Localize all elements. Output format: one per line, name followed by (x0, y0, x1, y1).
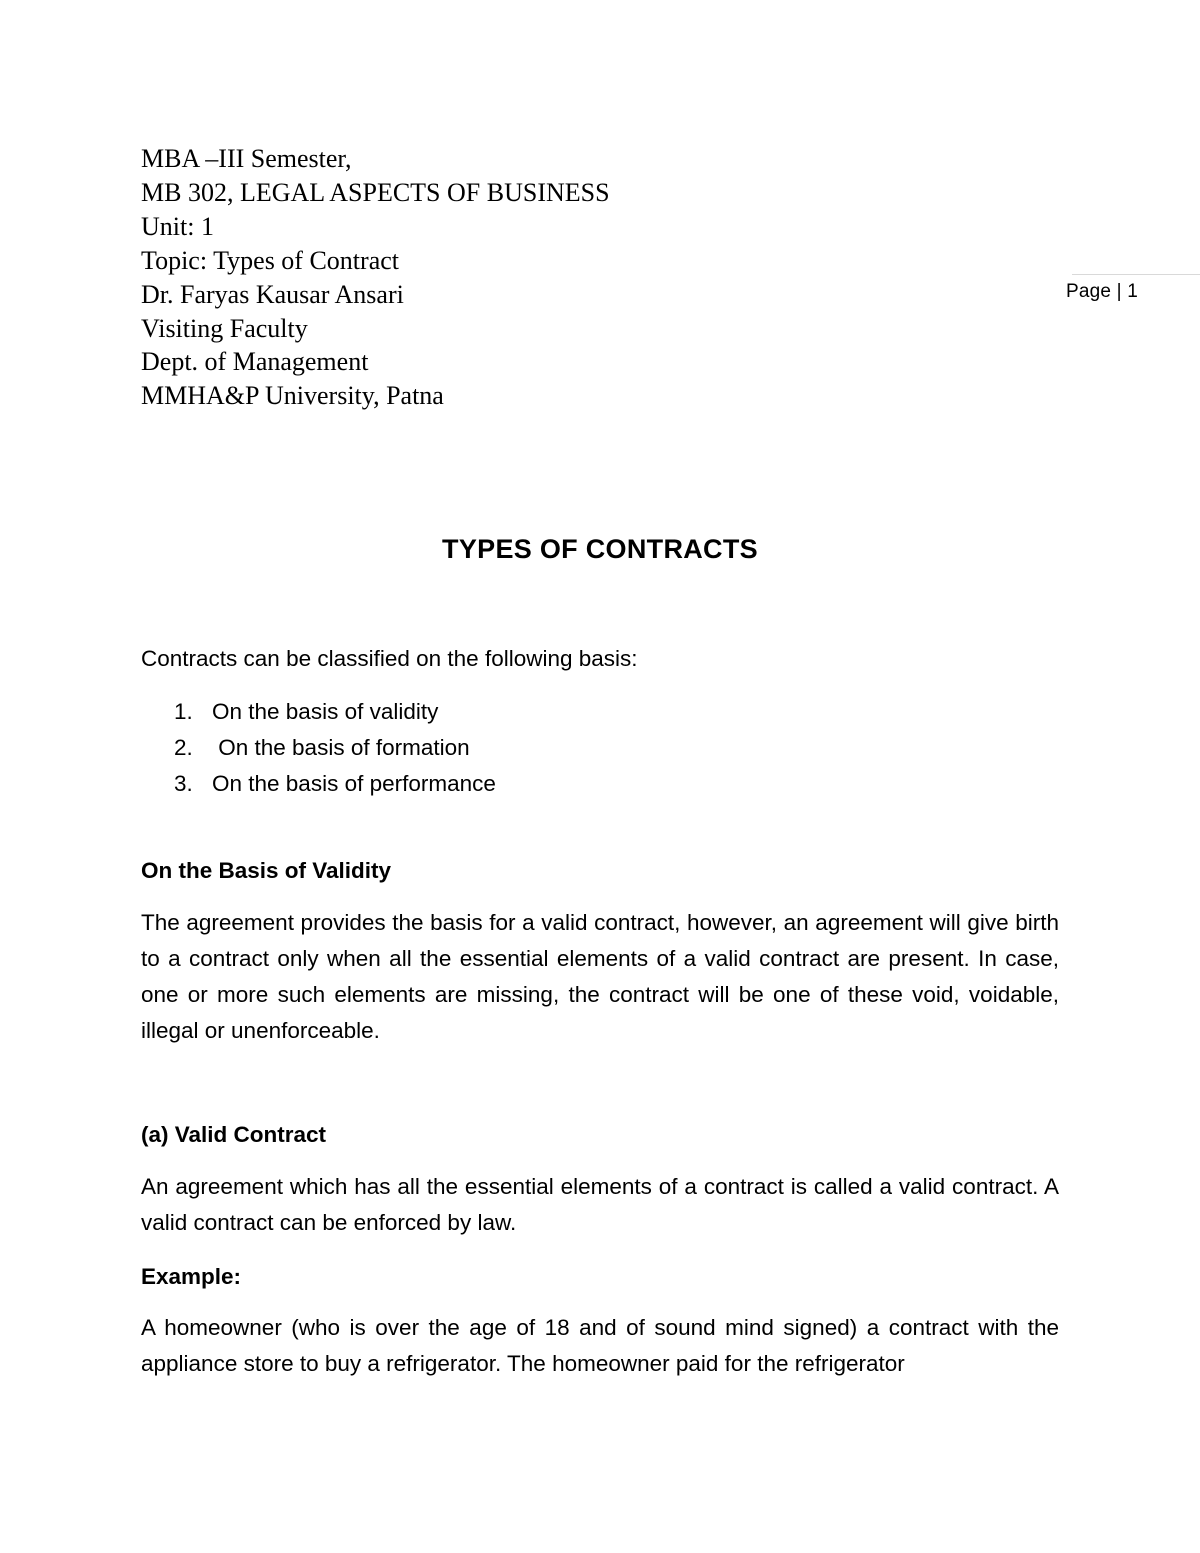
document-header (141, 142, 610, 413)
list-item (174, 734, 496, 770)
list-item-text: On the basis of validity (212, 699, 439, 724)
example-paragraph: A homeowner (who is over the age of 18 and of sound mind signed) a contract with the appliance store to buy a refrigerator. The homeowner paid for the refrigerator (141, 1315, 1059, 1376)
valid-contract-paragraph: An agreement which has all the essential elements of a contract is called a valid contract. A valid contract can be enforced by law. (141, 1174, 1059, 1235)
header-semester: MBA –III Semester, (141, 144, 352, 173)
header-course: MB 302, LEGAL ASPECTS OF BUSINESS (141, 177, 610, 207)
header-unit: Unit: 1 (141, 211, 214, 241)
list-item-number: 3. (174, 771, 193, 796)
list-item-text: On the basis of performance (212, 771, 496, 796)
list-item-number: 2. (174, 735, 193, 760)
header-author: Dr. Faryas Kausar Ansari (141, 279, 404, 309)
header-topic: Topic: Types of Contract (141, 245, 399, 275)
list-item (174, 770, 496, 806)
header-department: Dept. of Management (141, 347, 369, 377)
list-item-number: 1. (174, 699, 193, 724)
intro-text: Contracts can be classified on the following basis: (141, 646, 638, 671)
validity-heading: On the Basis of Validity (141, 858, 392, 883)
validity-paragraph: The agreement provides the basis for a valid contract, however, an agreement will give birth to a contract only when all the essential elements of a valid contract are present. In case, one or more such elements are missing, the contract will be one of these void, voidable, illegal or unenforceable. (141, 910, 1059, 1043)
header-position: Visiting Faculty (141, 313, 308, 343)
list-item (174, 698, 496, 734)
page-number-rule (1072, 274, 1200, 275)
list-item-text: On the basis of formation (212, 735, 470, 760)
page-number: Page | 1 (1066, 281, 1139, 302)
basis-list (174, 698, 496, 806)
document-title: TYPES OF CONTRACTS (442, 534, 758, 564)
example-label: Example: (141, 1264, 242, 1289)
valid-contract-heading: (a) Valid Contract (141, 1122, 327, 1147)
header-university: MMHA&P University, Patna (141, 381, 444, 411)
